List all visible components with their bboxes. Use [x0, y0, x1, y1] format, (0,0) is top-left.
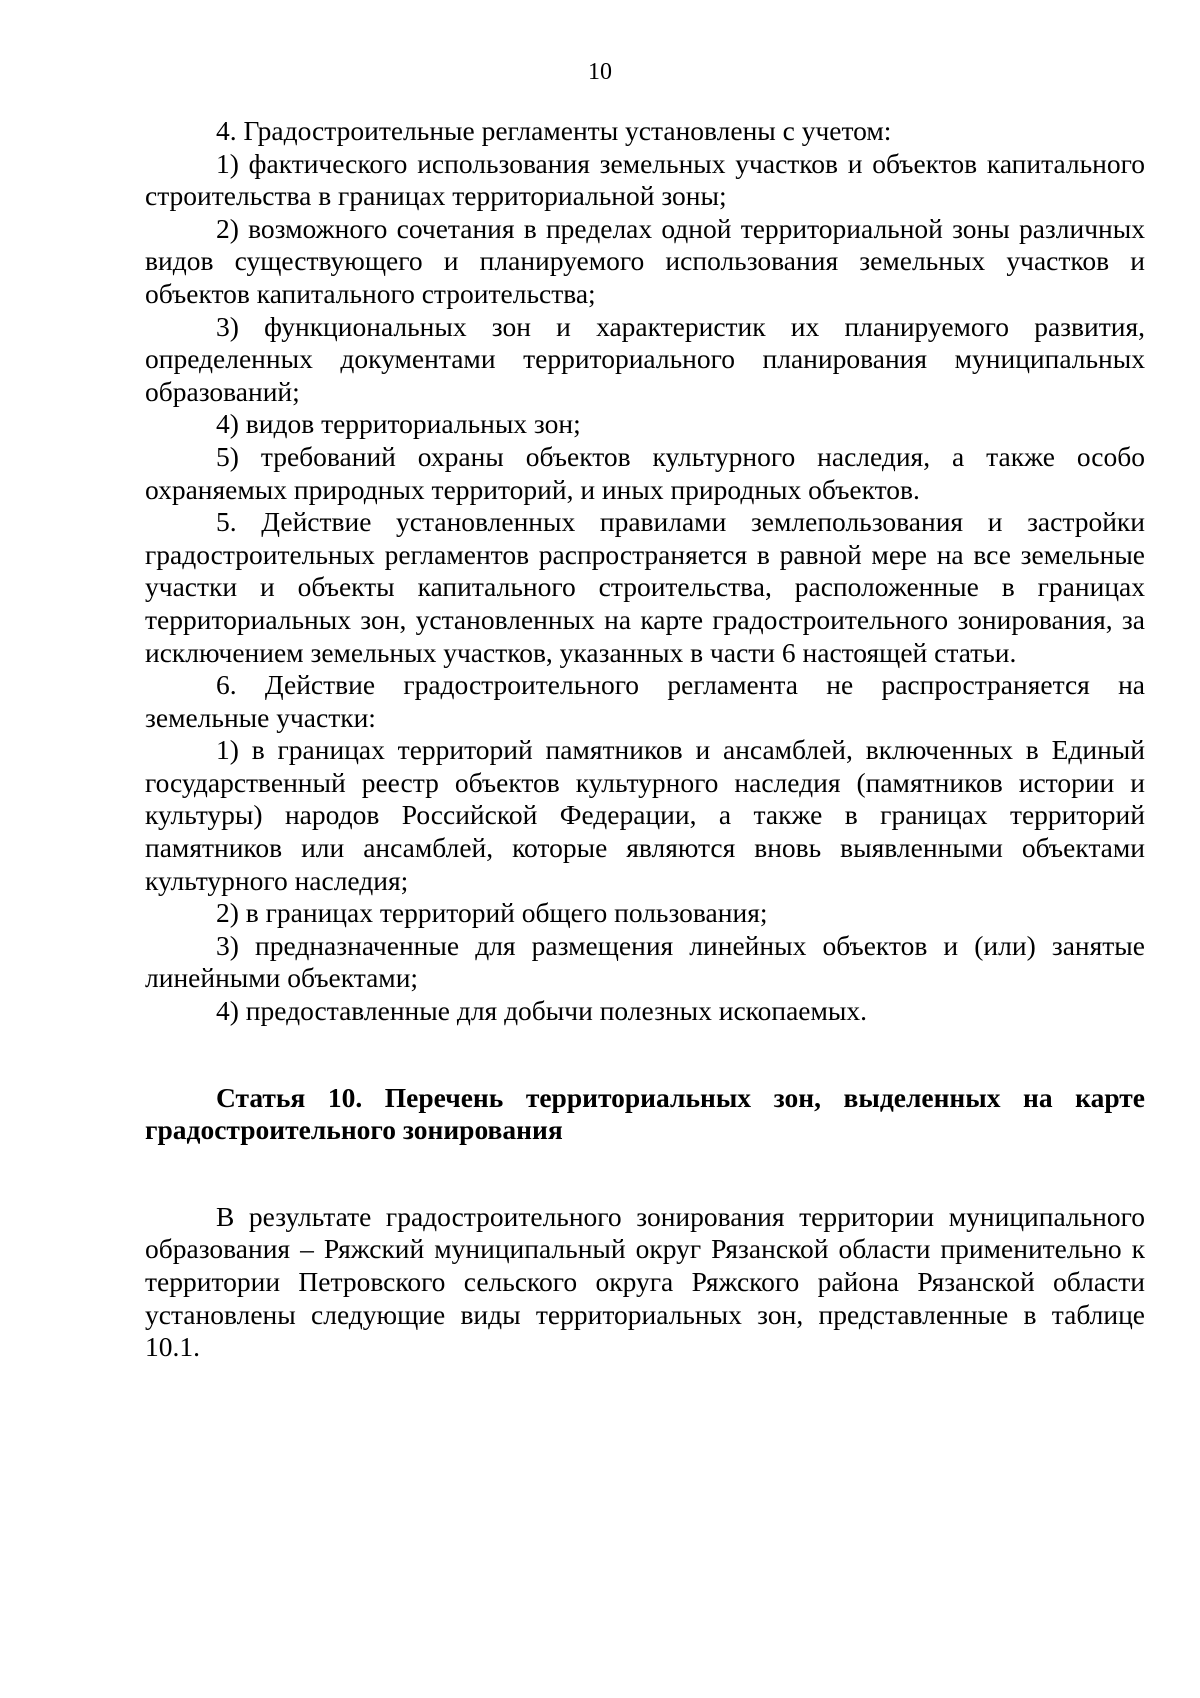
article-10-heading: Статья 10. Перечень территориальных зон, выделенных на карте градостроительного зонирования: [145, 1081, 1145, 1146]
section-4-intro: 4. Градостроительные регламенты установлены с учетом:: [216, 115, 892, 146]
section-4-item: 1) фактического использования земельных участков и объектов капитального строительства в границах территориальной зоны;: [145, 147, 1145, 212]
section-6-item: 1) в границах территорий памятников и ансамблей, включенных в Единый государственный реестр объектов культурного наследия (памятников истории и культуры) народов Российской Федерации, а также в границах территорий памятников или ансамблей, которые являются вновь выявленными объектами культурного наследия;: [145, 734, 1145, 896]
article-10-paragraph: В результате градостроительного зонирования территории муниципального образования – Ряжский муниципальный округ Рязанской области применительно к территории Петровского сельского округа Ряжского района Рязанской области установлены следующие виды территориальных зон, представленные в таблице 10.1.: [145, 1200, 1145, 1363]
section-5-paragraph: 5. Действие установленных правилами землепользования и застройки градостроительных регламентов распространяется в равной мере на все земельные участки и объекты капитального строительства, расположенные в границах территориальных зон, установленных на карте градостроительного зонирования, за исключением земельных участков, указанных в части 6 настоящей статьи.: [145, 506, 1145, 668]
section-6-intro: 6. Действие градостроительного регламента не распространяется на земельные участки:: [145, 669, 1145, 733]
section-6-item: 3) предназначенные для размещения линейных объектов и (или) занятые линейными объектами;: [145, 929, 1145, 994]
section-4-item: 3) функциональных зон и характеристик их планируемого развития, определенных документами территориального планирования муниципальных образований;: [145, 310, 1145, 407]
section-6-item: 2) в границах территорий общего пользования;: [216, 897, 768, 929]
section-6-item: 4) предоставленные для добычи полезных ископаемых.: [216, 995, 868, 1027]
section-4-item: 5) требований охраны объектов культурного наследия, а также особо охраняемых природных территорий, и иных природных объектов.: [145, 440, 1145, 505]
section-4-item: 2) возможного сочетания в пределах одной территориальной зоны различных видов существующего и планируемого использования земельных участков и объектов капитального строительства;: [145, 212, 1145, 309]
page-number: 10: [588, 59, 612, 85]
section-4-item: 4) видов территориальных зон;: [216, 408, 581, 440]
document-body: [145, 115, 1145, 1364]
